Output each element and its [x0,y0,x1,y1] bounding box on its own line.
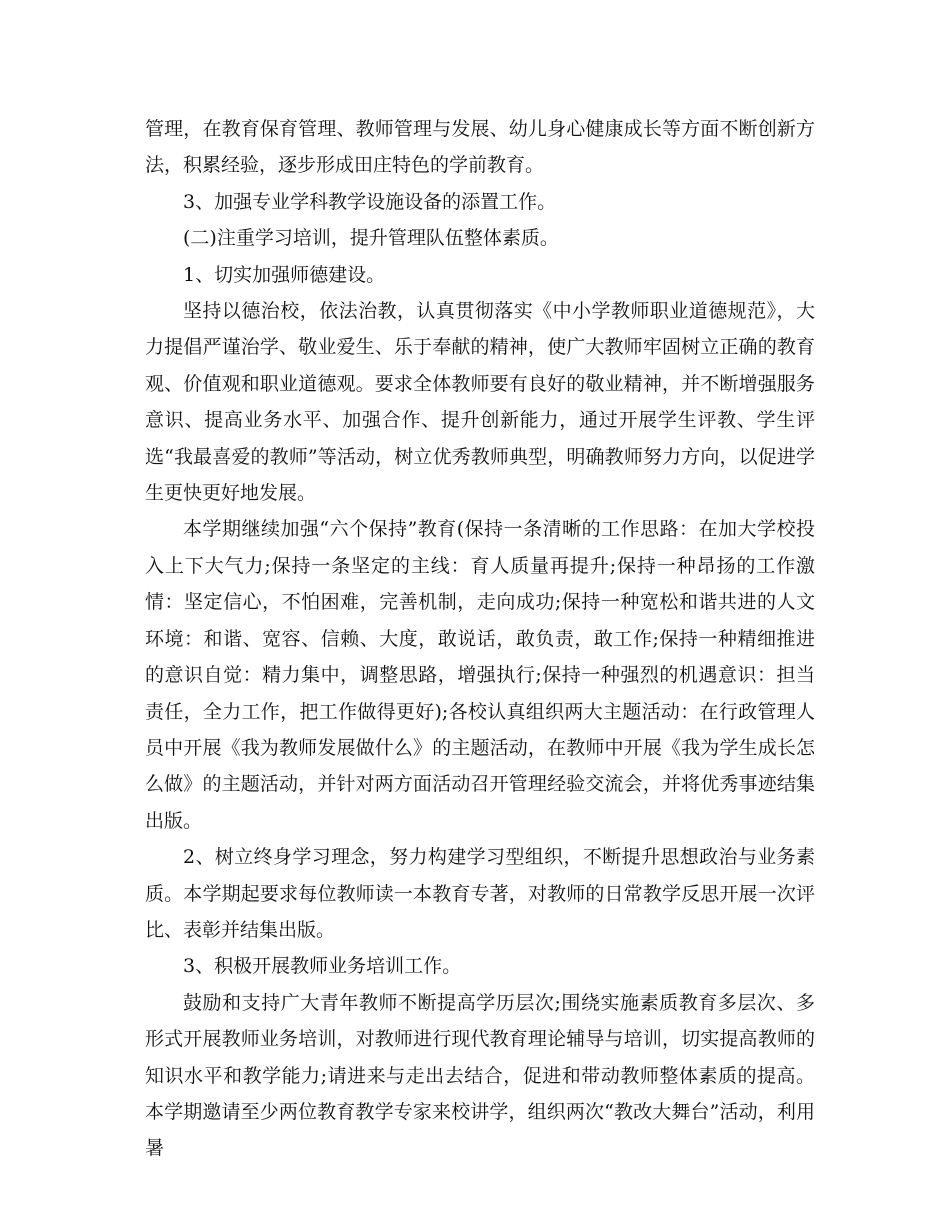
paragraph-ethics-body: 坚持以德治校，依法治教，认真贯彻落实《中小学教师职业道德规范》，大力提倡严谨治学、敬业爱生、乐于奉献的精神，使广大教师牢固树立正确的教育观、价值观和职业道德观。要求全体教师要有良好的敬业精神，并不断增强服务意识、提高业务水平、加强合作、提升创新能力，通过开展学生评教、学生评选“我最喜爱的教师”等活动，树立优秀教师典型，明确教师努力方向，以促进学生更快更好地发展。 [145,300,815,505]
paragraph-training-body: 鼓励和支持广大青年教师不断提高学历层次;围绕实施素质教育多层次、多形式开展教师业务培训，对教师进行现代教育理论辅导与培训，切实提高教师的知识水平和教学能力;请进来与走出去结合，促进和带动教师整体素质的提高。本学期邀请至少两位教育教学专家来校讲学，组织两次“教改大舞台”活动，利用暑 [145,991,815,1160]
paragraph-continuation: 管理，在教育保育管理、教师管理与发展、幼儿身心健康成长等方面不断创新方法，积累经验，逐步形成田庄特色的学前教育。 [145,118,815,177]
paragraph-six-keeps: 本学期继续加强“六个保持”教育(保持一条清晰的工作思路：在加大学校投入上下大气力;保持一条坚定的主线：育人质量再提升;保持一种昂扬的工作激情：坚定信心，不怕困难，完善机制，走向成功;保持一种宽松和谐共进的人文环境：和谐、宽容、信赖、大度，敢说话，敢负责，敢工作;保持一种精细推进的意识自觉：精力集中，调整思路，增强执行;保持一种强烈的机遇意识：担当责任，全力工作，把工作做得更好);各校认真组织两大主题活动：在行政管理人员中开展《我为教师发展做什么》的主题活动，在教师中开展《我为学生成长怎么做》的主题活动，并针对两方面活动召开管理经验交流会，并将优秀事迹结集出版。 [145,518,815,832]
paragraph-item-1-ethics: 1、切实加强师德建设。 [183,263,386,286]
paragraph-item-3-facilities: 3、加强专业学科教学设施设备的添置工作。 [183,190,557,213]
document-body [145,111,815,1167]
paragraph-section-2-heading: (二)注重学习培训，提升管理队伍整体素质。 [183,227,559,250]
paragraph-item-2-learning: 2、树立终身学习理念，努力构建学习型组织，不断提升思想政治与业务素质。本学期起要求每位教师读一本教育专著，对教师的日常教学反思开展一次评比、表彰并结集出版。 [145,846,815,941]
paragraph-item-3-training: 3、积极开展教师业务培训工作。 [183,955,462,978]
